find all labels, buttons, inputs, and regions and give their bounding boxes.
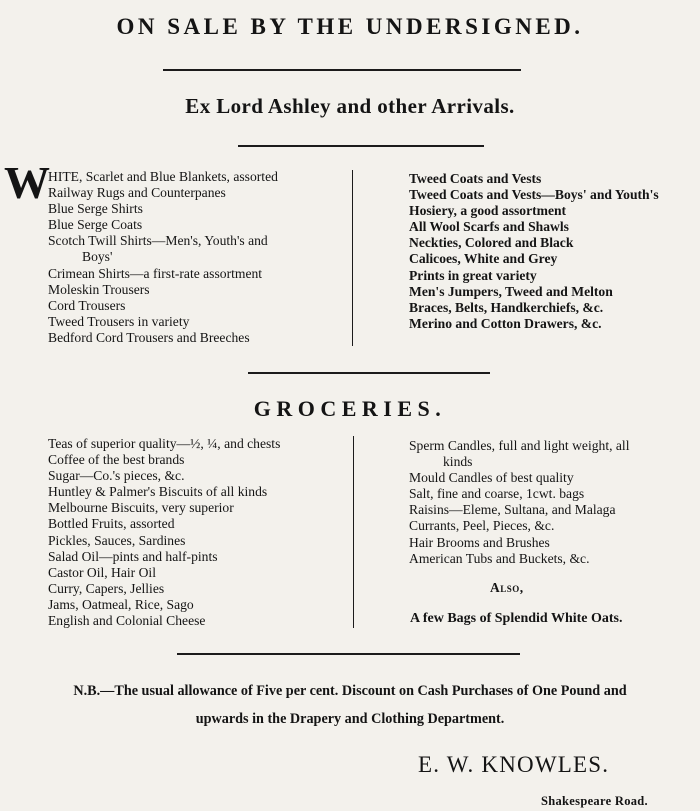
list-item: Mould Candles of best quality <box>409 470 574 486</box>
divider-rule-subheading <box>238 145 484 147</box>
list-item: Tweed Trousers in variety <box>48 313 190 329</box>
list-item: Merino and Cotton Drawers, &c. <box>409 315 602 331</box>
list-item: Coffee of the best brands <box>48 452 185 468</box>
list-item: Bottled Fruits, assorted <box>48 516 175 532</box>
list-item: HITE, Scarlet and Blue Blankets, assorted <box>48 169 278 184</box>
list-item: Boys' <box>82 249 113 265</box>
list-item: Bedford Cord Trousers and Breeches <box>48 329 250 345</box>
list-item: All Wool Scarfs and Shawls <box>409 219 569 235</box>
list-item: Pickles, Sauces, Sardines <box>48 532 186 548</box>
list-item: Scotch Twill Shirts—Men's, Youth's and <box>48 233 268 249</box>
list-item: English and Colonial Cheese <box>48 613 206 629</box>
list-item: Blue Serge Coats <box>48 217 143 233</box>
column-divider-groceries <box>353 436 354 628</box>
list-item: Prints in great variety <box>409 267 537 283</box>
list-item: Currants, Peel, Pieces, &c. <box>409 518 555 534</box>
list-item: Braces, Belts, Handkerchiefs, &c. <box>409 299 604 315</box>
advert-heading: ON SALE BY THE UNDERSIGNED. <box>116 14 584 39</box>
drapery-right-list <box>409 171 659 332</box>
list-item: Melbourne Biscuits, very superior <box>48 500 234 516</box>
list-item: Jams, Oatmeal, Rice, Sago <box>48 596 194 612</box>
list-item: Cord Trousers <box>48 297 126 313</box>
list-item: Salt, fine and coarse, 1cwt. bags <box>409 486 585 502</box>
list-item: American Tubs and Buckets, &c. <box>409 550 590 566</box>
note-line-2: upwards in the Drapery and Clothing Department. <box>195 711 505 727</box>
also-item: A few Bags of Splendid White Oats. <box>410 611 623 626</box>
merchant-address: Shakespeare Road. <box>541 794 648 808</box>
groceries-right-list <box>409 438 630 567</box>
list-item: Blue Serge Shirts <box>48 201 143 217</box>
list-item: Tweed Coats and Vests—Boys' and Youth's <box>409 187 659 203</box>
advert-subheading: Ex Lord Ashley and other Arrivals. <box>185 94 515 118</box>
divider-rule-top <box>163 69 521 71</box>
drop-cap: W <box>4 157 50 208</box>
groceries-left-list <box>48 436 280 629</box>
list-item: Railway Rugs and Counterpanes <box>48 185 226 201</box>
list-item: Teas of superior quality—½, ¼, and chests <box>48 436 281 451</box>
list-item: Castor Oil, Hair Oil <box>48 564 156 580</box>
column-divider-drapery <box>352 170 353 346</box>
list-item: Sugar—Co.'s pieces, &c. <box>48 468 185 484</box>
list-item: Neckties, Colored and Black <box>409 235 574 251</box>
groceries-heading: GROCERIES. <box>253 396 447 421</box>
note-line-1: N.B.—The usual allowance of Five per cent. Discount on Cash Purchases of One Pound and <box>73 683 627 699</box>
merchant-name: E. W. KNOWLES. <box>418 752 610 777</box>
also-label: Also, <box>490 580 524 595</box>
list-item: kinds <box>443 454 473 470</box>
list-item: Raisins—Eleme, Sultana, and Malaga <box>409 502 616 518</box>
list-item: Salad Oil—pints and half-pints <box>48 548 218 564</box>
list-item: Men's Jumpers, Tweed and Melton <box>409 283 613 299</box>
divider-rule-middle <box>248 372 490 374</box>
list-item: Huntley & Palmer's Biscuits of all kinds <box>48 484 268 500</box>
list-item: Crimean Shirts—a first-rate assortment <box>48 265 263 281</box>
list-item: Tweed Coats and Vests <box>409 171 542 186</box>
list-item: Hair Brooms and Brushes <box>409 534 550 550</box>
list-item: Moleskin Trousers <box>48 281 150 297</box>
list-item: Sperm Candles, full and light weight, all <box>409 438 630 453</box>
list-item: Curry, Capers, Jellies <box>48 580 165 596</box>
drapery-left-list <box>48 169 278 346</box>
list-item: Calicoes, White and Grey <box>409 251 558 267</box>
divider-rule-bottom <box>177 653 520 655</box>
list-item: Hosiery, a good assortment <box>409 203 567 219</box>
